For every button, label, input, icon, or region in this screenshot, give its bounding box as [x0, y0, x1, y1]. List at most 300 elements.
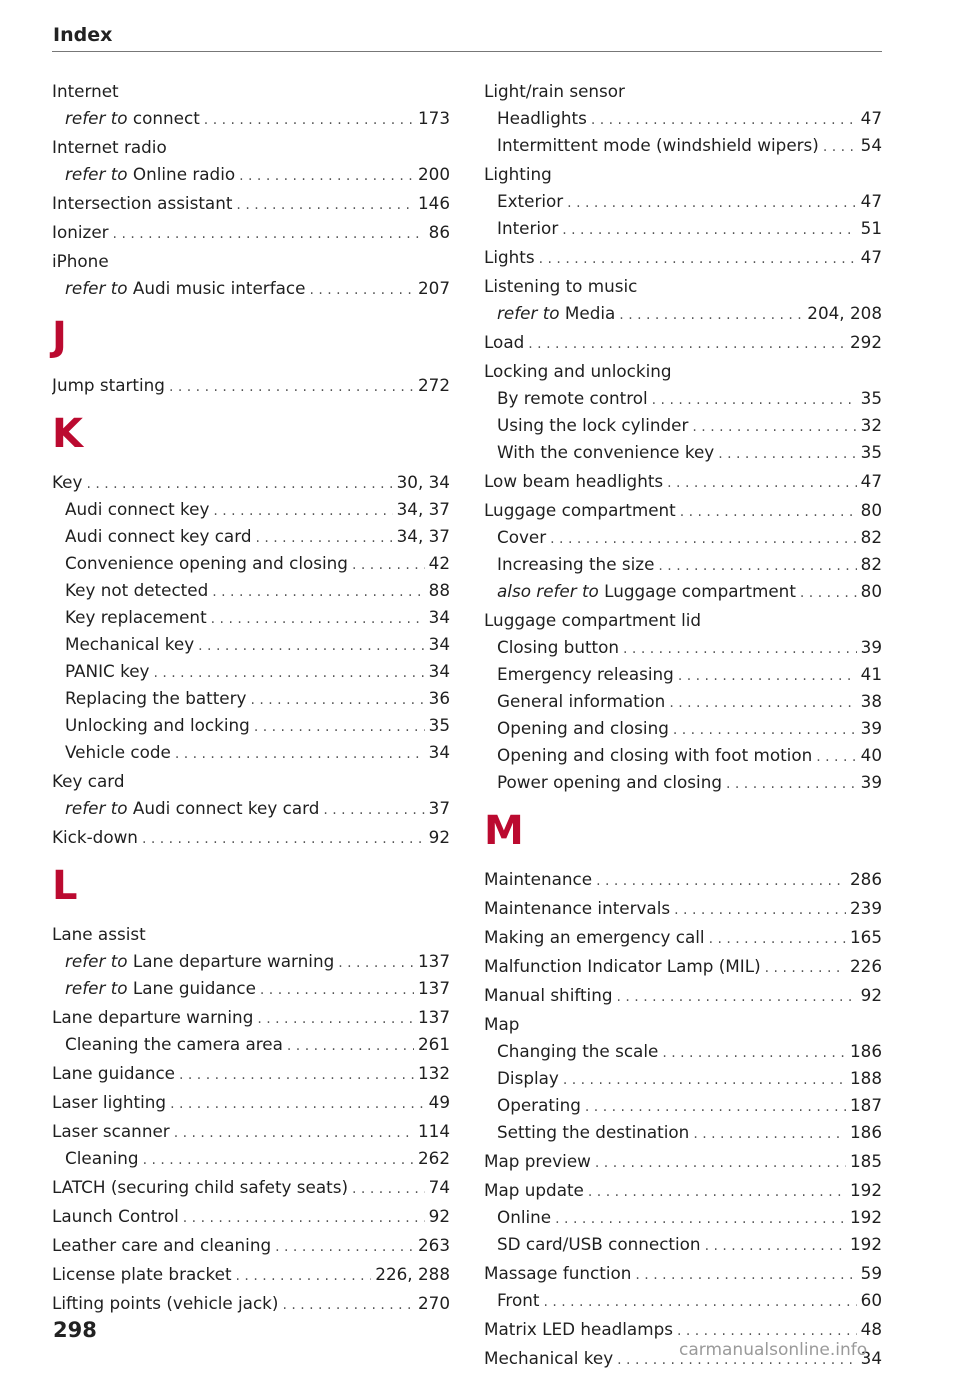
page-reference[interactable]: 185	[849, 1151, 882, 1171]
index-entry-row	[484, 1092, 882, 1121]
page-reference[interactable]: 36	[428, 688, 450, 708]
entry-text: Audi connect key card	[65, 526, 252, 546]
entry-label	[484, 895, 670, 922]
entry-text: Intermittent mode (windshield wipers)	[497, 135, 819, 155]
section-letter: J	[52, 314, 67, 360]
entry-text: Operating	[497, 1095, 581, 1115]
page-reference[interactable]: 35	[860, 388, 882, 408]
index-entry[interactable]	[484, 924, 882, 951]
page-reference[interactable]: 286	[849, 869, 882, 889]
index-entry[interactable]	[52, 1203, 450, 1230]
leader-dots	[255, 525, 392, 552]
page-reference[interactable]: 92	[428, 827, 450, 847]
page-reference[interactable]: 137	[417, 1007, 450, 1027]
index-entry[interactable]	[484, 385, 882, 412]
index-entry-row	[52, 685, 450, 714]
entry-label	[52, 219, 109, 246]
entry-label	[484, 329, 524, 356]
page-reference[interactable]: 35	[860, 442, 882, 462]
entry-label	[497, 105, 587, 132]
page-reference[interactable]: 48	[860, 1319, 882, 1339]
leader-dots	[718, 441, 856, 468]
entry-text: Changing the scale	[497, 1041, 659, 1061]
index-entry[interactable]	[52, 469, 450, 496]
index-entry[interactable]	[52, 1031, 450, 1058]
leader-dots	[591, 107, 857, 134]
index-entry[interactable]	[484, 1038, 882, 1065]
page-reference[interactable]: 74	[428, 1177, 450, 1197]
index-entry-row	[484, 715, 882, 744]
leader-dots	[619, 302, 803, 329]
index-entry[interactable]	[52, 1232, 450, 1259]
index-entry-row	[484, 953, 882, 982]
page-reference[interactable]: 272	[417, 375, 450, 395]
index-entry[interactable]	[52, 1145, 450, 1172]
entry-text: Massage function	[484, 1263, 632, 1283]
entry-label	[497, 300, 615, 327]
entry-label	[497, 634, 619, 661]
page-reference[interactable]: 86	[428, 222, 450, 242]
entry-text: Map update	[484, 1180, 584, 1200]
refer-prefix: refer to	[65, 951, 128, 971]
page-reference[interactable]: 292	[849, 332, 882, 352]
index-entry-row	[484, 244, 882, 273]
entry-text: Malfunction Indicator Lamp (MIL)	[484, 956, 761, 976]
index-entry[interactable]	[484, 524, 882, 551]
entry-label	[65, 161, 235, 188]
index-entry[interactable]	[484, 244, 882, 271]
index-entry[interactable]	[484, 661, 882, 688]
entry-text: Key not detected	[65, 580, 209, 600]
page-reference[interactable]: 226, 288	[375, 1264, 450, 1284]
entry-text: Exterior	[497, 191, 564, 211]
entry-label	[484, 468, 663, 495]
entry-text: Power opening and closing	[497, 772, 722, 792]
index-entry-row	[484, 132, 882, 161]
page-reference[interactable]: 54	[860, 135, 882, 155]
page-reference[interactable]: 137	[417, 978, 450, 998]
page-reference[interactable]: 41	[860, 664, 882, 684]
leader-dots	[309, 277, 414, 304]
index-entry-row	[484, 982, 882, 1011]
index-entry-row	[484, 1231, 882, 1260]
index-entry[interactable]	[52, 1060, 450, 1087]
index-entry[interactable]	[52, 550, 450, 577]
index-entry[interactable]	[484, 1260, 882, 1287]
index-entry[interactable]	[484, 953, 882, 980]
index-entry[interactable]	[484, 1092, 882, 1119]
index-entry[interactable]	[52, 523, 450, 550]
entry-text: Audi connect key	[65, 499, 210, 519]
leader-dots	[113, 221, 425, 248]
entry-text: Jump starting	[52, 375, 165, 395]
index-entry-row	[484, 1148, 882, 1177]
index-entry-row	[52, 550, 450, 579]
index-entry[interactable]	[484, 105, 882, 132]
index-entry[interactable]	[52, 190, 450, 217]
entry-text: Interior	[497, 218, 559, 238]
index-entry-row	[52, 1174, 450, 1203]
leader-dots	[275, 1234, 414, 1261]
entry-text: Manual shifting	[484, 985, 613, 1005]
page-reference[interactable]: 32	[860, 415, 882, 435]
index-entry[interactable]	[484, 866, 882, 893]
entry-label	[497, 439, 714, 466]
page-reference[interactable]: 262	[417, 1148, 450, 1168]
page-reference[interactable]: 40	[860, 745, 882, 765]
page-reference[interactable]: 173	[417, 108, 450, 128]
entry-label	[65, 795, 319, 822]
entry-label	[65, 275, 305, 302]
page-reference[interactable]: 80	[860, 581, 882, 601]
entry-text: Audi music interface	[132, 278, 306, 298]
page-reference[interactable]: 114	[417, 1121, 450, 1141]
entry-label	[497, 715, 669, 742]
index-heading: Listening to music	[484, 276, 638, 296]
page-reference[interactable]: 34	[428, 661, 450, 681]
page-reference[interactable]: 188	[849, 1068, 882, 1088]
entry-label	[497, 1204, 551, 1231]
index-entry[interactable]	[52, 1261, 450, 1288]
page-reference[interactable]: 39	[860, 637, 882, 657]
page-reference[interactable]: 47	[860, 247, 882, 267]
index-entry[interactable]	[52, 1004, 450, 1031]
entry-text: Media	[564, 303, 616, 323]
page-reference[interactable]: 192	[849, 1234, 882, 1254]
entry-label	[52, 1174, 348, 1201]
page-reference[interactable]: 270	[417, 1293, 450, 1313]
entry-text: Cleaning	[65, 1148, 139, 1168]
entry-label	[497, 769, 722, 796]
page-reference[interactable]: 263	[417, 1235, 450, 1255]
index-entry-row	[52, 739, 450, 768]
leader-dots	[800, 580, 857, 607]
entry-text: SD card/USB connection	[497, 1234, 701, 1254]
leader-dots	[816, 744, 856, 771]
entry-label	[65, 105, 200, 132]
index-entry[interactable]	[484, 1177, 882, 1204]
index-entry[interactable]	[52, 658, 450, 685]
page-reference[interactable]: 192	[849, 1207, 882, 1227]
index-entry-row	[484, 1287, 882, 1316]
index-entry[interactable]	[484, 634, 882, 661]
entry-label	[65, 1031, 283, 1058]
refer-prefix: refer to	[65, 164, 128, 184]
entry-text: Intersection assistant	[52, 193, 233, 213]
page-reference[interactable]: 34, 37	[396, 526, 450, 546]
page-reference[interactable]: 34	[860, 1348, 882, 1368]
index-entry[interactable]	[484, 578, 882, 605]
entry-text: PANIC key	[65, 661, 150, 681]
leader-dots	[543, 1289, 856, 1316]
entry-text: Launch Control	[52, 1206, 179, 1226]
leader-dots	[236, 1263, 372, 1290]
entry-text: Lights	[484, 247, 535, 267]
entry-label	[484, 953, 761, 980]
page-reference[interactable]: 51	[860, 218, 882, 238]
index-entry[interactable]	[52, 1290, 450, 1317]
page-reference[interactable]: 47	[860, 191, 882, 211]
leader-dots	[709, 926, 846, 953]
index-entry[interactable]	[484, 1119, 882, 1146]
index-entry[interactable]	[484, 769, 882, 796]
entry-text: Lane departure warning	[52, 1007, 254, 1027]
page-reference[interactable]: 37	[428, 798, 450, 818]
refer-prefix: refer to	[65, 278, 128, 298]
page-reference[interactable]: 60	[860, 1290, 882, 1310]
page-reference[interactable]: 30, 34	[396, 472, 450, 492]
index-entry-row	[52, 975, 450, 1004]
page-reference[interactable]: 187	[849, 1095, 882, 1115]
page-reference[interactable]: 137	[417, 951, 450, 971]
entry-text: Lane guidance	[52, 1063, 175, 1083]
index-entry[interactable]	[484, 468, 882, 495]
entry-label	[484, 924, 705, 951]
index-entry[interactable]	[52, 275, 450, 302]
section-letter: K	[52, 411, 83, 457]
index-entry[interactable]	[52, 219, 450, 246]
leader-dots	[823, 134, 857, 161]
index-title: Index	[53, 24, 113, 46]
page-reference[interactable]: 200	[417, 164, 450, 184]
index-entry[interactable]	[52, 577, 450, 604]
entry-text: Headlights	[497, 108, 587, 128]
page-reference[interactable]: 239	[849, 898, 882, 918]
index-entry-row	[52, 658, 450, 687]
index-entry[interactable]	[52, 1174, 450, 1201]
entry-text: Lane departure warning	[132, 951, 335, 971]
page-reference[interactable]: 47	[860, 108, 882, 128]
page-reference[interactable]: 92	[860, 985, 882, 1005]
entry-label	[497, 688, 665, 715]
index-entry[interactable]	[484, 439, 882, 466]
entry-text: General information	[497, 691, 666, 711]
index-entry-row	[52, 1203, 450, 1232]
page-reference[interactable]: 38	[860, 691, 882, 711]
entry-label	[484, 1260, 631, 1287]
index-entry[interactable]	[52, 685, 450, 712]
entry-label	[52, 1060, 175, 1087]
index-entry-row	[52, 631, 450, 660]
leader-dots	[211, 606, 425, 633]
index-entry[interactable]	[484, 715, 882, 742]
leader-dots	[550, 526, 857, 553]
entry-text: Maintenance intervals	[484, 898, 671, 918]
entry-text: Opening and closing	[497, 718, 669, 738]
entry-label	[497, 1119, 689, 1146]
page-reference[interactable]: 47	[860, 471, 882, 491]
leader-dots	[617, 984, 857, 1011]
entry-label	[65, 550, 348, 577]
index-entry-row	[52, 577, 450, 606]
page-reference[interactable]: 82	[860, 554, 882, 574]
index-entry[interactable]	[52, 631, 450, 658]
leader-dots	[213, 498, 392, 525]
index-entry-row	[52, 1004, 450, 1033]
entry-label	[52, 1004, 253, 1031]
entry-label	[497, 215, 558, 242]
index-entry[interactable]	[484, 497, 882, 524]
entry-text: Laser lighting	[52, 1092, 167, 1112]
leader-dots	[175, 741, 425, 768]
refer-prefix: refer to	[65, 978, 128, 998]
entry-label	[65, 658, 149, 685]
page-reference[interactable]: 59	[860, 1263, 882, 1283]
index-entry[interactable]	[484, 1204, 882, 1231]
leader-dots	[674, 897, 846, 924]
index-entry[interactable]	[484, 188, 882, 215]
index-entry[interactable]	[52, 1118, 450, 1145]
index-entry-row	[484, 661, 882, 690]
page-reference[interactable]: 39	[860, 772, 882, 792]
entry-text: Luggage compartment	[484, 500, 676, 520]
index-entry-row	[52, 712, 450, 741]
index-entry[interactable]	[484, 742, 882, 769]
index-entry-row	[52, 469, 450, 498]
entry-text: Front	[497, 1290, 540, 1310]
leader-dots	[239, 163, 414, 190]
page-reference[interactable]: 80	[860, 500, 882, 520]
index-entry[interactable]	[484, 329, 882, 356]
index-entry[interactable]	[484, 688, 882, 715]
page-reference[interactable]: 186	[849, 1122, 882, 1142]
leader-dots	[198, 633, 425, 660]
index-entry[interactable]	[52, 948, 450, 975]
leader-dots	[765, 955, 846, 982]
index-entry-row	[484, 524, 882, 553]
index-entry[interactable]	[484, 300, 882, 327]
page-reference[interactable]: 34	[428, 742, 450, 762]
leader-dots	[204, 107, 414, 134]
page-reference[interactable]: 207	[417, 278, 450, 298]
page-reference[interactable]: 49	[428, 1092, 450, 1112]
page-reference[interactable]: 82	[860, 527, 882, 547]
index-entry-row	[52, 1290, 450, 1319]
index-entry[interactable]	[52, 712, 450, 739]
entry-label	[65, 948, 334, 975]
entry-label	[484, 1148, 591, 1175]
page-reference[interactable]: 165	[849, 927, 882, 947]
index-entry[interactable]	[52, 105, 450, 132]
page-reference[interactable]: 42	[428, 553, 450, 573]
index-entry-row	[484, 412, 882, 441]
index-entry[interactable]	[484, 982, 882, 1009]
index-entry-row	[484, 468, 882, 497]
leader-dots	[352, 1176, 425, 1203]
index-entry[interactable]	[484, 1231, 882, 1258]
entry-text: Making an emergency call	[484, 927, 705, 947]
index-entry[interactable]	[52, 161, 450, 188]
page-reference[interactable]: 226	[849, 956, 882, 976]
entry-label	[497, 1038, 658, 1065]
index-entry[interactable]	[52, 1089, 450, 1116]
index-entry[interactable]	[484, 1065, 882, 1092]
page-reference[interactable]: 192	[849, 1180, 882, 1200]
refer-prefix: refer to	[65, 798, 128, 818]
entry-label	[65, 577, 208, 604]
entry-text: By remote control	[497, 388, 648, 408]
index-entry[interactable]	[484, 412, 882, 439]
leader-dots	[680, 499, 857, 526]
watermark: carmanualsonline.info	[679, 1340, 868, 1360]
entry-label	[484, 1177, 584, 1204]
entry-text: Maintenance	[484, 869, 593, 889]
index-entry-row	[52, 1145, 450, 1174]
leader-dots	[678, 663, 857, 690]
entry-text: Setting the destination	[497, 1122, 690, 1142]
entry-text: Increasing the size	[497, 554, 655, 574]
index-entry[interactable]	[484, 132, 882, 159]
index-entry[interactable]	[484, 215, 882, 242]
index-entry-row	[484, 866, 882, 895]
page-reference[interactable]: 35	[428, 715, 450, 735]
leader-dots	[705, 1233, 846, 1260]
index-entry[interactable]	[52, 824, 450, 851]
leader-dots	[563, 1067, 846, 1094]
index-entry[interactable]	[484, 1148, 882, 1175]
index-entry[interactable]	[52, 496, 450, 523]
page-reference[interactable]: 39	[860, 718, 882, 738]
page-reference[interactable]: 186	[849, 1041, 882, 1061]
entry-label	[484, 982, 613, 1009]
entry-label	[65, 712, 250, 739]
entry-label	[52, 1261, 232, 1288]
page-reference[interactable]: 204, 208	[807, 303, 882, 323]
entry-text: Unlocking and locking	[65, 715, 250, 735]
index-entry[interactable]	[52, 739, 450, 766]
entry-text: Matrix LED headlamps	[484, 1319, 673, 1339]
leader-dots	[254, 714, 425, 741]
entry-label	[65, 1145, 139, 1172]
index-heading: Locking and unlocking	[484, 361, 672, 381]
index-entry[interactable]	[52, 975, 450, 1002]
page-reference[interactable]: 34	[428, 607, 450, 627]
refer-prefix: refer to	[497, 303, 560, 323]
index-entry-row	[484, 1260, 882, 1289]
page-reference[interactable]: 261	[417, 1034, 450, 1054]
index-entry[interactable]	[52, 604, 450, 631]
page-reference[interactable]: 92	[428, 1206, 450, 1226]
index-heading: Luggage compartment lid	[484, 610, 702, 630]
index-entry-row	[484, 688, 882, 717]
index-column-right	[484, 76, 882, 1372]
entry-label	[484, 1316, 673, 1343]
index-entry-row	[484, 497, 882, 526]
leader-dots	[323, 797, 424, 824]
entry-label	[497, 661, 674, 688]
index-entry[interactable]	[484, 551, 882, 578]
page-reference[interactable]: 146	[417, 193, 450, 213]
index-entry-row	[484, 188, 882, 217]
index-entry[interactable]	[52, 372, 450, 399]
index-heading: Internet	[52, 81, 119, 101]
page-reference[interactable]: 34	[428, 634, 450, 654]
index-entry[interactable]	[484, 1316, 882, 1343]
index-entry[interactable]	[484, 895, 882, 922]
index-entry-row	[484, 1038, 882, 1067]
entry-label	[52, 1089, 166, 1116]
page-reference[interactable]: 34, 37	[396, 499, 450, 519]
index-entry[interactable]	[484, 1287, 882, 1314]
index-entry-row	[484, 551, 882, 580]
page-reference[interactable]: 88	[428, 580, 450, 600]
page-reference[interactable]: 132	[417, 1063, 450, 1083]
index-entry[interactable]	[52, 795, 450, 822]
entry-text: Mechanical key	[484, 1348, 614, 1368]
refer-prefix: also refer to	[497, 581, 599, 601]
leader-dots	[153, 660, 424, 687]
entry-label	[484, 244, 535, 271]
